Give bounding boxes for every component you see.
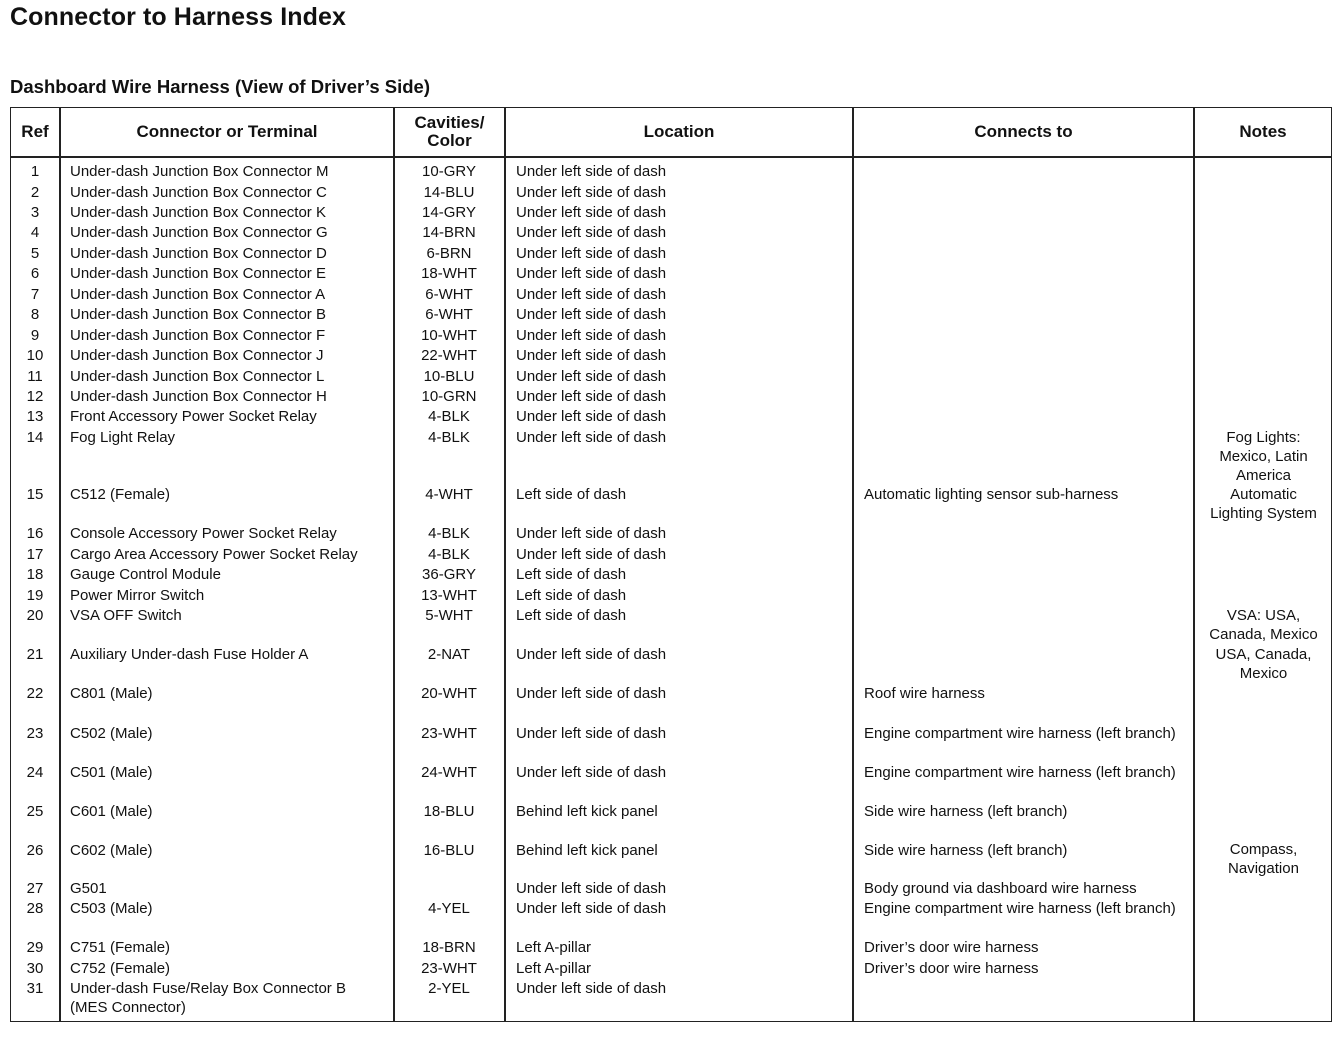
row-11-connector: Under-dash Junction Box Connector L [70, 367, 325, 385]
row-4-connector: Under-dash Junction Box Connector G [70, 224, 328, 242]
page-title: Connector to Harness Index [10, 3, 346, 31]
column-divider [852, 107, 854, 1022]
row-22-connector: C801 (Male) [70, 685, 153, 703]
header-ref: Ref [21, 122, 49, 141]
row-12-connector: Under-dash Junction Box Connector H [70, 387, 327, 405]
row-26-connects-to: Side wire harness (left branch) [864, 842, 1068, 860]
row-16-connector: Console Accessory Power Socket Relay [70, 525, 337, 543]
row-3-connector: Under-dash Junction Box Connector K [70, 204, 326, 221]
row-21-connector: Auxiliary Under-dash Fuse Holder A [70, 646, 309, 664]
row-15-connector: C512 (Female) [70, 486, 171, 504]
row-21-location: Under left side of dash [516, 646, 667, 664]
row-25-cavities: 18-BLU [423, 803, 475, 820]
row-8-cavities: 6-WHT [425, 306, 473, 324]
row-14-cavities: 4-BLK [428, 428, 470, 446]
row-11-ref: 11 [27, 367, 43, 385]
row-20-cavities: 5-WHT [425, 607, 473, 624]
row-1-cavities: 10-GRY [422, 163, 476, 180]
row-28-connector: C503 (Male) [70, 900, 153, 917]
row-26-ref: 26 [26, 842, 44, 860]
row-18-cavities: 36-GRY [422, 566, 476, 584]
row-7-connector: Under-dash Junction Box Connector A [70, 285, 326, 303]
row-9-location: Under left side of dash [516, 326, 667, 344]
row-29-connects-to: Driver’s door wire harness [864, 939, 1039, 957]
row-12-location: Under left side of dash [516, 387, 667, 405]
row-19-ref: 19 [26, 586, 44, 604]
column-divider [1193, 107, 1195, 1022]
row-18-location: Left side of dash [516, 566, 627, 584]
row-12-ref: 12 [26, 387, 44, 405]
row-29-location: Left A-pillar [516, 939, 592, 957]
row-27-location: Under left side of dash [516, 879, 667, 897]
row-11-cavities: 10-BLU [423, 367, 475, 385]
row-15-cavities: 4-WHT [425, 486, 473, 504]
row-10-connector: Under-dash Junction Box Connector J [70, 347, 324, 364]
row-2-location: Under left side of dash [516, 183, 667, 201]
row-22-cavities: 20-WHT [421, 685, 477, 703]
row-18-connector: Gauge Control Module [70, 566, 221, 584]
row-27-connector: G501 [70, 879, 107, 897]
row-22-connects-to: Roof wire harness [864, 685, 985, 703]
note-usa-canada-mexico: USA, Canada, Mexico [1215, 646, 1312, 682]
row-13-ref: 13 [26, 408, 44, 426]
row-31-cavities: 2-YEL [428, 980, 470, 997]
row-24-connector: C501 (Male) [70, 763, 153, 781]
row-14-location: Under left side of dash [516, 428, 667, 446]
row-2-connector: Under-dash Junction Box Connector C [70, 183, 327, 201]
row-25-connects-to: Side wire harness (left branch) [864, 803, 1068, 820]
row-31-ref: 31 [26, 980, 44, 997]
row-25-connector: C601 (Male) [70, 803, 153, 820]
header-cavities: Cavities/ Color [414, 113, 485, 150]
row-7-location: Under left side of dash [516, 285, 667, 303]
row-23-connects-to: Engine compartment wire harness (left branch) [864, 724, 1176, 742]
row-5-cavities: 6-BRN [426, 244, 472, 262]
row-6-location: Under left side of dash [516, 265, 667, 283]
note-vsa: VSA: USA, Canada, Mexico [1209, 607, 1318, 643]
row-27-ref: 27 [26, 879, 44, 897]
row-5-connector: Under-dash Junction Box Connector D [70, 244, 327, 262]
row-20-connector: VSA OFF Switch [70, 607, 182, 624]
row-16-ref: 16 [26, 525, 44, 543]
header-connector: Connector or Terminal [136, 122, 318, 141]
row-26-cavities: 16-BLU [423, 842, 475, 860]
column-divider [59, 107, 61, 1022]
row-18-ref: 18 [26, 566, 44, 584]
row-17-ref: 17 [26, 545, 44, 563]
row-8-connector: Under-dash Junction Box Connector B [70, 306, 326, 324]
row-1-ref: 1 [30, 163, 40, 180]
row-25-ref: 25 [26, 803, 44, 820]
row-26-connector: C602 (Male) [70, 842, 153, 860]
note-automatic-lighting: Automatic Lighting System [1210, 486, 1317, 522]
note-compass-navigation: Compass, Navigation [1228, 841, 1299, 877]
row-2-ref: 2 [30, 183, 40, 201]
row-16-cavities: 4-BLK [428, 525, 470, 543]
row-2-cavities: 14-BLU [423, 183, 475, 201]
row-15-ref: 15 [26, 486, 44, 504]
row-8-ref: 8 [30, 306, 40, 324]
row-21-ref: 21 [26, 646, 44, 664]
row-25-location: Behind left kick panel [516, 803, 658, 820]
row-27-connects-to: Body ground via dashboard wire harness [864, 879, 1137, 897]
row-6-connector: Under-dash Junction Box Connector E [70, 265, 326, 283]
row-23-ref: 23 [26, 724, 44, 742]
row-21-cavities: 2-NAT [427, 646, 471, 664]
row-3-cavities: 14-GRY [422, 204, 476, 221]
row-30-connector: C752 (Female) [70, 959, 171, 977]
note-fog-lights: Fog Lights: Mexico, Latin America [1219, 429, 1308, 484]
header-location: Location [643, 122, 715, 141]
row-12-cavities: 10-GRN [421, 387, 477, 405]
row-4-ref: 4 [30, 224, 40, 242]
row-17-location: Under left side of dash [516, 545, 667, 563]
row-30-connects-to: Driver’s door wire harness [864, 959, 1039, 977]
header-divider [10, 156, 1332, 158]
row-14-ref: 14 [26, 428, 44, 446]
row-31-location: Under left side of dash [516, 980, 667, 997]
row-29-connector: C751 (Female) [70, 939, 171, 957]
row-22-ref: 22 [26, 685, 44, 703]
row-30-cavities: 23-WHT [421, 959, 477, 977]
row-4-location: Under left side of dash [516, 224, 667, 242]
row-6-ref: 6 [30, 265, 40, 283]
row-10-ref: 10 [26, 347, 44, 364]
row-26-location: Behind left kick panel [516, 842, 658, 860]
row-19-location: Left side of dash [516, 586, 627, 604]
row-10-cavities: 22-WHT [421, 347, 477, 364]
row-7-ref: 7 [30, 285, 40, 303]
row-6-cavities: 18-WHT [421, 265, 477, 283]
row-29-ref: 29 [26, 939, 44, 957]
row-7-cavities: 6-WHT [425, 285, 473, 303]
row-17-connector: Cargo Area Accessory Power Socket Relay [70, 545, 358, 563]
row-23-connector: C502 (Male) [70, 724, 153, 742]
row-20-location: Left side of dash [516, 607, 627, 624]
row-11-location: Under left side of dash [516, 367, 667, 385]
row-19-cavities: 13-WHT [421, 586, 477, 604]
row-20-ref: 20 [26, 607, 44, 624]
row-9-cavities: 10-WHT [421, 326, 477, 344]
row-19-connector: Power Mirror Switch [70, 586, 205, 604]
row-5-ref: 5 [30, 244, 40, 262]
row-24-ref: 24 [26, 763, 44, 781]
header-notes: Notes [1239, 122, 1287, 141]
row-24-cavities: 24-WHT [421, 763, 477, 781]
row-14-connector: Fog Light Relay [70, 428, 176, 446]
row-15-connects-to: Automatic lighting sensor sub-harness [864, 486, 1119, 504]
row-31-connector: Under-dash Fuse/Relay Box Connector B (MES Connector) [70, 980, 346, 1016]
row-23-location: Under left side of dash [516, 724, 667, 742]
row-24-connects-to: Engine compartment wire harness (left branch) [864, 763, 1176, 781]
row-13-connector: Front Accessory Power Socket Relay [70, 408, 317, 426]
row-10-location: Under left side of dash [516, 347, 667, 364]
row-28-connects-to: Engine compartment wire harness (left branch) [864, 900, 1176, 917]
row-8-location: Under left side of dash [516, 306, 667, 324]
row-1-location: Under left side of dash [516, 163, 667, 180]
column-divider [504, 107, 506, 1022]
row-28-cavities: 4-YEL [428, 900, 470, 917]
row-30-ref: 30 [26, 959, 44, 977]
header-connects-to: Connects to [974, 122, 1073, 141]
section-subtitle: Dashboard Wire Harness (View of Driver’s Side) [10, 76, 430, 97]
row-29-cavities: 18-BRN [422, 939, 476, 957]
row-1-connector: Under-dash Junction Box Connector M [70, 163, 329, 180]
row-13-cavities: 4-BLK [428, 408, 470, 426]
row-30-location: Left A-pillar [516, 959, 592, 977]
row-4-cavities: 14-BRN [422, 224, 476, 242]
row-28-ref: 28 [26, 900, 44, 917]
row-17-cavities: 4-BLK [428, 545, 470, 563]
row-15-location: Left side of dash [516, 486, 627, 504]
row-16-location: Under left side of dash [516, 525, 667, 543]
row-24-location: Under left side of dash [516, 763, 667, 781]
row-28-location: Under left side of dash [516, 900, 667, 917]
row-23-cavities: 23-WHT [421, 724, 477, 742]
row-9-connector: Under-dash Junction Box Connector F [70, 326, 326, 344]
row-22-location: Under left side of dash [516, 685, 667, 703]
row-9-ref: 9 [30, 326, 40, 344]
row-3-location: Under left side of dash [516, 204, 667, 221]
row-3-ref: 3 [30, 204, 40, 221]
row-5-location: Under left side of dash [516, 244, 667, 262]
row-13-location: Under left side of dash [516, 408, 667, 426]
